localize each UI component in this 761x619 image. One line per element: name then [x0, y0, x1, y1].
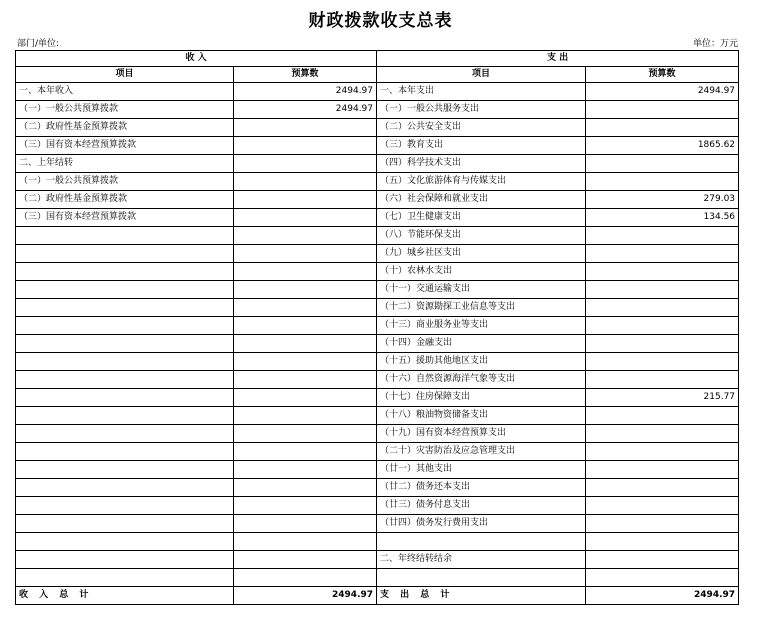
- expense-item-cell: （二十）灾害防治及应急管理支出: [377, 443, 586, 461]
- income-budget-cell: 2494.97: [234, 83, 377, 101]
- table-row: [16, 137, 739, 155]
- income-budget-cell: [234, 479, 377, 497]
- income-budget-cell: [234, 209, 377, 227]
- income-item-cell: [16, 245, 234, 263]
- income-item-cell: [16, 407, 234, 425]
- income-budget-cell: [234, 317, 377, 335]
- table-row: [16, 371, 739, 389]
- section-header-row: [16, 51, 739, 67]
- expense-item-cell: 一、本年支出: [377, 83, 586, 101]
- expense-item-cell: （十五）援助其他地区支出: [377, 353, 586, 371]
- total-row: [16, 587, 739, 605]
- budget-table: [15, 50, 739, 605]
- income-budget-cell: [234, 371, 377, 389]
- income-budget-cell: [234, 227, 377, 245]
- expense-item-cell: （九）城乡社区支出: [377, 245, 586, 263]
- expense-budget-cell: 2494.97: [586, 83, 739, 101]
- expense-item-cell: （十三）商业服务业等支出: [377, 317, 586, 335]
- income-total-label: 收 入 总 计: [16, 587, 234, 605]
- income-budget-cell: 2494.97: [234, 101, 377, 119]
- table-row: [16, 533, 739, 551]
- income-item-header: 项目: [16, 67, 234, 83]
- income-budget-cell: [234, 353, 377, 371]
- table-row: [16, 353, 739, 371]
- income-budget-cell: [234, 425, 377, 443]
- expense-item-cell: （十九）国有资本经营预算支出: [377, 425, 586, 443]
- expense-budget-cell: [586, 425, 739, 443]
- income-item-cell: [16, 551, 234, 569]
- expense-budget-cell: [586, 281, 739, 299]
- department-label: 部门/单位:: [17, 39, 60, 49]
- expense-budget-cell: 1865.62: [586, 137, 739, 155]
- expense-budget-cell: 215.77: [586, 389, 739, 407]
- expense-item-cell: （七）卫生健康支出: [377, 209, 586, 227]
- income-item-cell: [16, 263, 234, 281]
- income-item-cell: 一、本年收入: [16, 83, 234, 101]
- income-item-cell: [16, 317, 234, 335]
- income-budget-cell: [234, 245, 377, 263]
- income-budget-cell: [234, 281, 377, 299]
- expense-item-cell: （十七）住房保障支出: [377, 389, 586, 407]
- income-item-cell: [16, 569, 234, 587]
- table-row: [16, 551, 739, 569]
- table-row: [16, 425, 739, 443]
- expense-budget-cell: [586, 335, 739, 353]
- income-item-cell: （二）政府性基金预算拨款: [16, 191, 234, 209]
- income-budget-cell: [234, 173, 377, 191]
- income-item-cell: [16, 389, 234, 407]
- expense-item-cell: （十二）资源勘探工业信息等支出: [377, 299, 586, 317]
- income-budget-cell: [234, 533, 377, 551]
- expense-budget-header: 预算数: [586, 67, 739, 83]
- expense-item-cell: （十一）交通运输支出: [377, 281, 586, 299]
- expense-budget-cell: 134.56: [586, 209, 739, 227]
- table-row: [16, 443, 739, 461]
- income-item-cell: [16, 533, 234, 551]
- table-row: [16, 119, 739, 137]
- expense-item-cell: （十六）自然资源海洋气象等支出: [377, 371, 586, 389]
- expense-budget-cell: [586, 155, 739, 173]
- income-item-cell: [16, 335, 234, 353]
- unit-label: 单位：万元: [692, 39, 738, 49]
- expense-item-cell: （十）农林水支出: [377, 263, 586, 281]
- income-budget-cell: [234, 443, 377, 461]
- table-row: [16, 407, 739, 425]
- expense-item-cell: （二）公共安全支出: [377, 119, 586, 137]
- page-title: 财政拨款收支总表: [308, 11, 453, 31]
- income-budget-cell: [234, 389, 377, 407]
- expense-header: 支 出: [377, 51, 739, 67]
- expense-item-cell: （六）社会保障和就业支出: [377, 191, 586, 209]
- expense-budget-cell: [586, 317, 739, 335]
- income-item-cell: [16, 497, 234, 515]
- expense-budget-cell: [586, 263, 739, 281]
- income-item-cell: [16, 227, 234, 245]
- table-row: [16, 335, 739, 353]
- table-row: [16, 209, 739, 227]
- income-budget-cell: [234, 155, 377, 173]
- income-item-cell: （二）政府性基金预算拨款: [16, 119, 234, 137]
- expense-budget-cell: [586, 119, 739, 137]
- expense-budget-cell: [586, 479, 739, 497]
- table-row: [16, 479, 739, 497]
- expense-budget-cell: [586, 245, 739, 263]
- table-row: [16, 191, 739, 209]
- expense-item-cell: 二、年终结转结余: [377, 551, 586, 569]
- expense-item-cell: （廿一）其他支出: [377, 461, 586, 479]
- expense-budget-cell: [586, 353, 739, 371]
- table-row: [16, 389, 739, 407]
- budget-table-body: [16, 51, 739, 605]
- expense-budget-cell: [586, 569, 739, 587]
- expense-item-cell: （五）文化旅游体育与传媒支出: [377, 173, 586, 191]
- expense-budget-cell: [586, 227, 739, 245]
- income-budget-cell: [234, 263, 377, 281]
- expense-budget-cell: [586, 371, 739, 389]
- income-item-cell: （三）国有资本经营预算拨款: [16, 209, 234, 227]
- expense-total-label: 支 出 总 计: [377, 587, 586, 605]
- table-row: [16, 515, 739, 533]
- income-budget-cell: [234, 335, 377, 353]
- column-header-row: [16, 67, 739, 83]
- expense-item-cell: （八）节能环保支出: [377, 227, 586, 245]
- income-budget-cell: [234, 551, 377, 569]
- table-row: [16, 497, 739, 515]
- income-budget-cell: [234, 119, 377, 137]
- expense-item-cell: （十八）粮油物资储备支出: [377, 407, 586, 425]
- income-budget-cell: [234, 407, 377, 425]
- expense-budget-cell: [586, 101, 739, 119]
- income-item-cell: [16, 461, 234, 479]
- expense-item-cell: （十四）金融支出: [377, 335, 586, 353]
- expense-budget-cell: [586, 299, 739, 317]
- table-row: [16, 245, 739, 263]
- income-item-cell: [16, 371, 234, 389]
- income-budget-cell: [234, 191, 377, 209]
- expense-budget-cell: 279.03: [586, 191, 739, 209]
- expense-total-value: 2494.97: [586, 587, 739, 605]
- income-budget-cell: [234, 299, 377, 317]
- table-row: [16, 281, 739, 299]
- expense-item-cell: （四）科学技术支出: [377, 155, 586, 173]
- expense-budget-cell: [586, 533, 739, 551]
- income-item-cell: [16, 281, 234, 299]
- income-item-cell: （三）国有资本经营预算拨款: [16, 137, 234, 155]
- income-item-cell: （一）一般公共预算拨款: [16, 101, 234, 119]
- income-item-cell: （一）一般公共预算拨款: [16, 173, 234, 191]
- expense-item-cell: [377, 533, 586, 551]
- expense-item-cell: （廿四）债务发行费用支出: [377, 515, 586, 533]
- income-item-cell: 二、上年结转: [16, 155, 234, 173]
- income-total-value: 2494.97: [234, 587, 377, 605]
- table-row: [16, 227, 739, 245]
- expense-item-cell: [377, 569, 586, 587]
- table-row: [16, 173, 739, 191]
- table-row: [16, 101, 739, 119]
- income-budget-cell: [234, 515, 377, 533]
- income-budget-header: 预算数: [234, 67, 377, 83]
- expense-budget-cell: [586, 551, 739, 569]
- income-budget-cell: [234, 497, 377, 515]
- income-item-cell: [16, 515, 234, 533]
- expense-budget-cell: [586, 515, 739, 533]
- expense-item-cell: （廿三）债务付息支出: [377, 497, 586, 515]
- income-item-cell: [16, 353, 234, 371]
- income-item-cell: [16, 443, 234, 461]
- table-row: [16, 155, 739, 173]
- expense-budget-cell: [586, 497, 739, 515]
- income-budget-cell: [234, 461, 377, 479]
- expense-item-cell: （三）教育支出: [377, 137, 586, 155]
- income-header: 收 入: [16, 51, 377, 67]
- table-row: [16, 83, 739, 101]
- table-row: [16, 263, 739, 281]
- expense-budget-cell: [586, 407, 739, 425]
- table-row: [16, 461, 739, 479]
- income-item-cell: [16, 425, 234, 443]
- expense-budget-cell: [586, 173, 739, 191]
- expense-budget-cell: [586, 443, 739, 461]
- expense-item-header: 项目: [377, 67, 586, 83]
- income-budget-cell: [234, 137, 377, 155]
- expense-item-cell: （一）一般公共服务支出: [377, 101, 586, 119]
- income-item-cell: [16, 299, 234, 317]
- expense-budget-cell: [586, 461, 739, 479]
- income-item-cell: [16, 479, 234, 497]
- expense-item-cell: （廿二）债务还本支出: [377, 479, 586, 497]
- table-row: [16, 569, 739, 587]
- table-row: [16, 317, 739, 335]
- income-budget-cell: [234, 569, 377, 587]
- table-row: [16, 299, 739, 317]
